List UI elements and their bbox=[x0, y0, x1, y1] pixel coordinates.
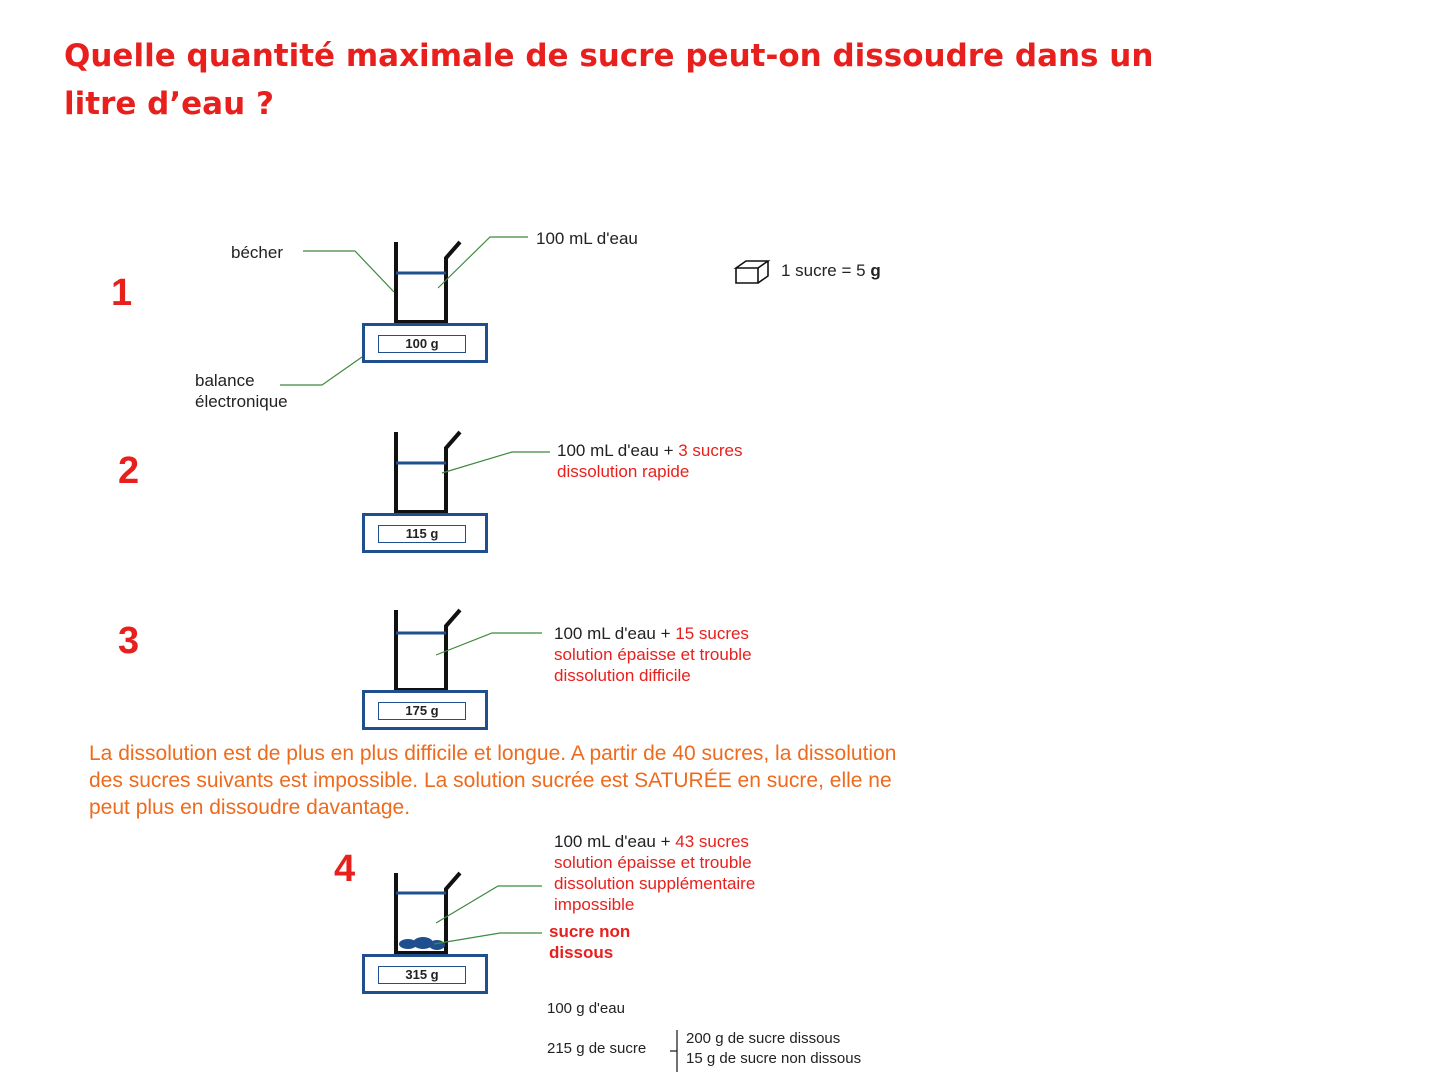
sugar-legend-text: 1 sucre = 5 bbox=[781, 261, 871, 280]
step-3-note-2: dissolution difficile bbox=[554, 666, 691, 685]
step-3-description bbox=[554, 623, 752, 686]
scale-reading-2: 115 g bbox=[378, 525, 466, 543]
summary-water: 100 g d'eau bbox=[547, 1000, 625, 1017]
step-4-description bbox=[554, 831, 755, 915]
summary-brace bbox=[670, 1030, 677, 1072]
scale-4 bbox=[362, 954, 488, 994]
scale-reading-3: 175 g bbox=[378, 702, 466, 720]
undissolved-line2: dissous bbox=[549, 943, 614, 962]
sugar-count-4: 43 sucres bbox=[675, 832, 749, 851]
summary-sugar: 215 g de sucre bbox=[547, 1040, 647, 1057]
step-number-2: 2 bbox=[118, 450, 140, 492]
water-label-1: 100 mL d'eau bbox=[536, 229, 638, 248]
beaker-2 bbox=[396, 432, 460, 512]
sugar-legend bbox=[781, 260, 881, 281]
step-3-note-1: solution épaisse et trouble bbox=[554, 645, 752, 664]
scale-2 bbox=[362, 513, 488, 553]
water-label-4: 100 mL d'eau + bbox=[554, 832, 676, 851]
sugar-legend-unit: g bbox=[870, 261, 881, 280]
step-4-note-2: dissolution supplémentaire bbox=[554, 874, 756, 893]
scale-reading-1: 100 g bbox=[378, 335, 466, 353]
beaker-1 bbox=[396, 242, 460, 322]
step-number-1: 1 bbox=[111, 272, 133, 314]
summary-dissolved: 200 g de sucre dissous bbox=[686, 1030, 841, 1047]
leader-scale bbox=[280, 357, 362, 385]
page-title: Quelle quantité maximale de sucre peut-on dissoudre dans un litre d’eau ? bbox=[64, 38, 1154, 122]
leader-sugar-4 bbox=[434, 933, 542, 944]
leader-water-3 bbox=[436, 633, 542, 655]
beaker-3 bbox=[396, 610, 460, 690]
leader-water-1 bbox=[438, 237, 528, 288]
cube-icon bbox=[736, 261, 768, 283]
undissolved-label bbox=[549, 921, 630, 963]
leader-water-2 bbox=[442, 452, 550, 473]
leader-beaker bbox=[303, 251, 394, 292]
scale-label-line2: électronique bbox=[195, 392, 288, 411]
scale-3 bbox=[362, 690, 488, 730]
water-label-2: 100 mL d'eau + bbox=[557, 441, 679, 460]
saturation-text: La dissolution est de plus en plus difficile et longue. A partir de 40 sucres, la dissolution des sucres suivants est impossible. La solution sucrée est SATURÉE en sucre, elle ne peut plus en dissoudre davantage. bbox=[89, 742, 897, 819]
step-2-note-1: dissolution rapide bbox=[557, 462, 690, 481]
summary-undissolved: 15 g de sucre non dissous bbox=[686, 1050, 862, 1067]
scale-reading-4: 315 g bbox=[378, 966, 466, 984]
undissolved-line1: sucre non bbox=[549, 922, 631, 941]
leader-water-4 bbox=[436, 886, 542, 923]
water-label-3: 100 mL d'eau + bbox=[554, 624, 676, 643]
step-4-note-3: impossible bbox=[554, 895, 635, 914]
sugar-count-3: 15 sucres bbox=[675, 624, 749, 643]
step-number-3: 3 bbox=[118, 620, 140, 662]
step-number-4: 4 bbox=[334, 848, 356, 890]
scale-label-line1: balance bbox=[195, 371, 255, 390]
scale-1 bbox=[362, 323, 488, 363]
beaker-label: bécher bbox=[231, 243, 283, 262]
sugar-count-2: 3 sucres bbox=[678, 441, 743, 460]
step-2-description bbox=[557, 440, 742, 482]
step-4-note-1: solution épaisse et trouble bbox=[554, 853, 752, 872]
